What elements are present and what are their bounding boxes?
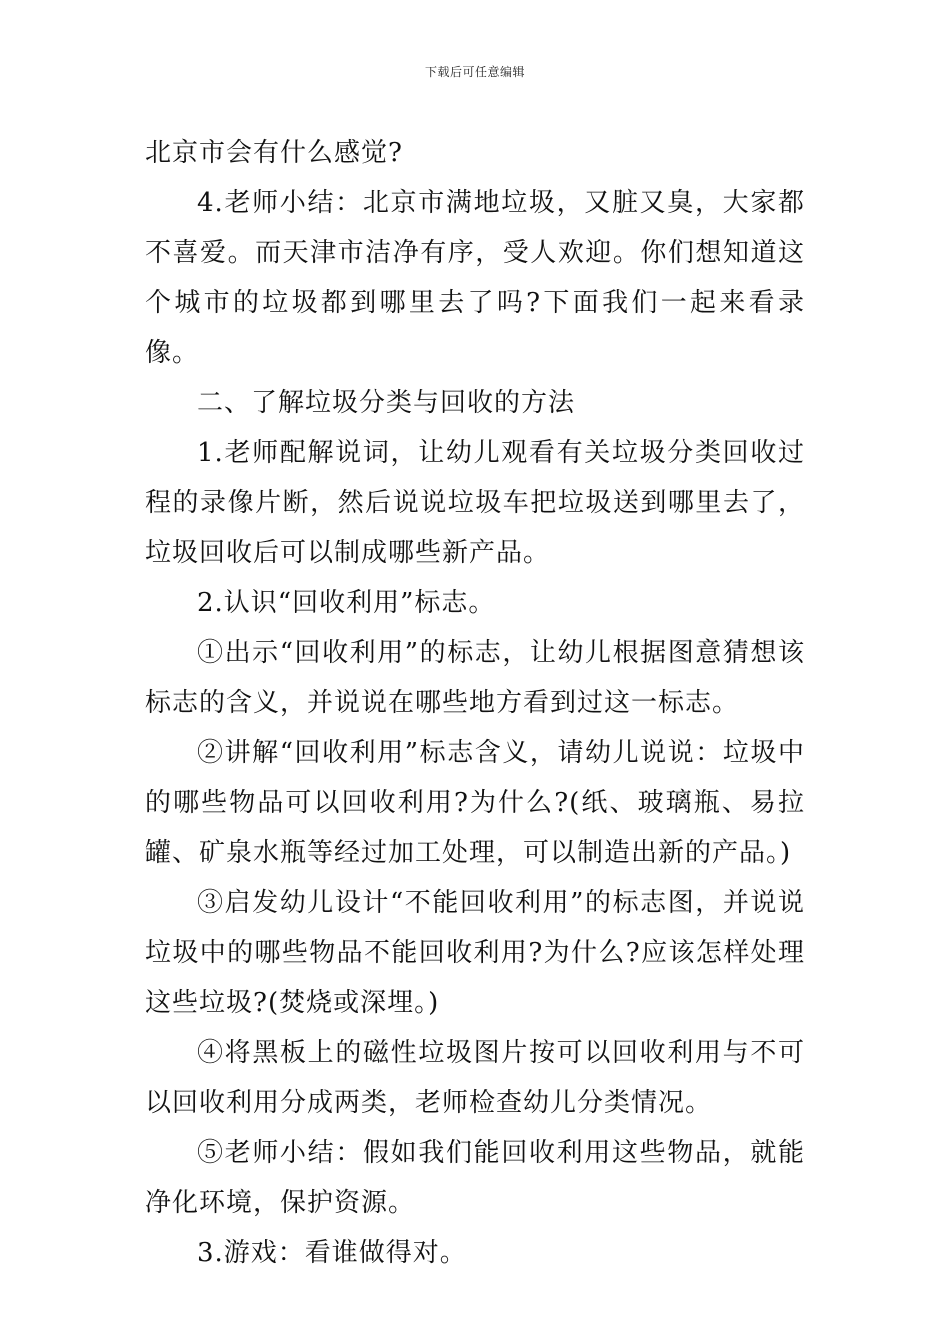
page-header-note: 下载后可任意编辑 (424, 65, 525, 79)
paragraph-substep-5: ⑤老师小结：假如我们能回收利用这些物品，就能净化环境，保护资源。 (145, 1138, 805, 1218)
paragraph-substep-3: ③启发幼儿设计“不能回收利用”的标志图，并说说垃圾中的哪些物品不能回收利用?为什么?应该怎样处理这些垃圾?(焚烧或深埋。) (145, 888, 805, 1018)
paragraph-substep-2: ②讲解“回收利用”标志含义，请幼儿说说：垃圾中的哪些物品可以回收利用?为什么?(纸、玻璃瓶、易拉罐、矿泉水瓶等经过加工处理，可以制造出新的产品。) (145, 738, 805, 868)
section-heading: 二、了解垃圾分类与回收的方法 (197, 388, 576, 418)
paragraph-substep-1: ①出示“回收利用”的标志，让幼儿根据图意猜想该标志的含义，并说说在哪些地方看到过这一标志。 (145, 638, 805, 718)
paragraph-teacher-summary: 4.老师小结：北京市满地垃圾，又脏又臭，大家都不喜爱。而天津市洁净有序，受人欢迎。你们想知道这个城市的垃圾都到哪里去了吗?下面我们一起来看录像。 (145, 188, 805, 368)
paragraph-step-1: 1.老师配解说词，让幼儿观看有关垃圾分类回收过程的录像片断，然后说说垃圾车把垃圾送到哪里去了，垃圾回收后可以制成哪些新产品。 (145, 438, 805, 568)
document-body (145, 128, 805, 1278)
paragraph-continuation: 北京市会有什么感觉? (145, 138, 403, 168)
paragraph-substep-4: ④将黑板上的磁性垃圾图片按可以回收利用与不可以回收利用分成两类，老师检查幼儿分类情况。 (145, 1038, 805, 1118)
paragraph-step-2: 2.认识“回收利用”标志。 (197, 588, 496, 618)
paragraph-step-3: 3.游戏：看谁做得对。 (197, 1238, 467, 1268)
